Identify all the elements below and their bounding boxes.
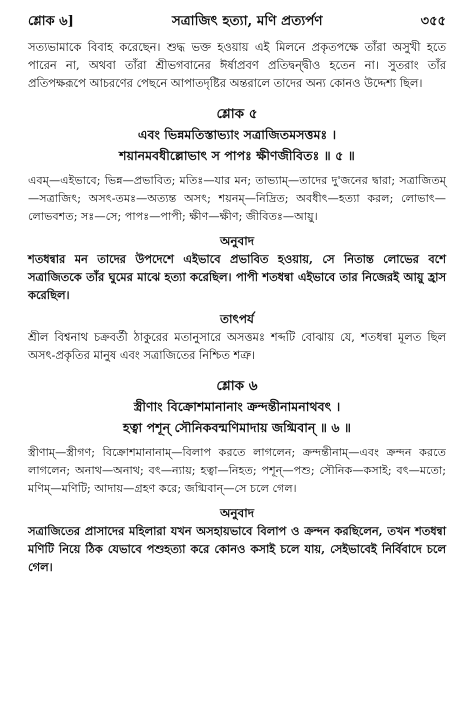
running-header [28,10,446,38]
verse-5-line-1: এবং ভিন্নমতিস্তাভ্যাং সত্রাজিতমসত্তমঃ । [137,127,337,142]
page-number: ৩৫৫ [420,14,446,29]
verse-5-title: শ্লোক ৫ [216,106,258,122]
verse-5-word-meanings: এবম্—এইভাবে; ভিন্ন—প্রভাবিত; মতিঃ—যার মন; তাভ্যাম্—তাদের দু'জনের দ্বারা; সত্রাজিতম্—সত্রাজিৎ; অসৎ-তমঃ—অত্যন্ত অসৎ; শয়নম্—নিদ্রিত; অবধীৎ—হত্যা করল; লোভাৎ—লোভবশত; সঃ—সে; পাপঃ—পাপী; ক্ষীণ—ক্ষীণ; জীবিতঃ—আয়ু। [28,174,446,223]
verse-6-word-meanings: স্ত্রীণাম্—স্ত্রীগণ; বিক্রোশমানানাম্—বিলাপ করতে লাগলেন; ক্রন্দন্তীনাম্—এবং ক্রন্দন করতে লাগলেন; অনাথ—অনাথ; বৎ—ন্যায়; হত্বা—নিহত; পশূন্—পশু; সৌনিক—কসাই; বৎ—মতো; মণিম্—মণিটি; আদায়—গ্রহণ করে; জগ্মিবান্—সে চলে গেল। [28,446,446,495]
verse-6-line-2: হত্বা পশূন্ সৌনিকবন্মণিমাদায় জগ্মিবান্ ॥ ৬ ॥ [122,420,352,435]
header-verse-ref: শ্লোক ৬] [28,14,74,29]
verse-6-title: শ্লোক ৬ [216,378,258,394]
verse-6-translation: সত্রাজিতের প্রাসাদের মহিলারা যখন অসহায়ভাবে বিলাপ ও ক্রন্দন করছিলেন, তখন শতধন্বা মণিটি নিয়ে ঠিক যেভাবে পশুহত্যা করে কোনও কসাই চলে যায়, সেইভাবেই নির্বিবাদে চলে গেল। [28,524,446,574]
header-chapter-title: সত্রাজিৎ হত্যা, মণি প্রত্যর্পণ [171,13,323,29]
verse-5-line-2: শয়ানমবধীল্লোভাৎ স পাপঃ ক্ষীণজীবিতঃ ॥ ৫ ॥ [119,148,355,163]
verse-5-translation-heading: অনুবাদ [219,234,255,248]
page [28,10,446,576]
verse-5-translation: শতধন্বার মন তাদের উপদেশে এইভাবে প্রভাবিত হওয়ায়, সে নিতান্ত লোভের বশে সত্রাজিতকে তাঁর ঘুমের মাঝে হত্যা করেছিল। পাপী শতধন্বা এইভাবে তার নিজেরই আয়ু হ্রাস করেছিল। [28,252,446,302]
intro-paragraph: সত্যভামাকে বিবাহ করেছেন। শুদ্ধ ভক্ত হওয়ায় এই মিলনে প্রকৃতপক্ষে তাঁরা অসুখী হতে পারেন না, অথবা তাঁরা শ্রীভগবানের ঈর্ষাপ্রবণ প্রতিদ্বন্দ্বীও হতেন না। সুতরাং তাঁর প্রতিপক্ষরূপে আচরণের পেছনে আপাতদৃষ্টির অন্তরালে তাদের অন্য কোনও উদ্দেশ্য ছিল। [28,40,446,90]
verse-5-purport-heading: তাৎপর্য [220,312,254,326]
verse-6-translation-heading: অনুবাদ [219,506,255,520]
verse-5-purport: শ্রীল বিশ্বনাথ চক্রবর্তী ঠাকুরের মতানুসারে অসত্তমঃ শব্দটি বোঝায় যে, শতধন্বা মূলত ছিল অসৎ-প্রকৃতির মানুষ এবং সত্রাজিতের নিশ্চিত শত্রু। [28,330,446,362]
verse-6-line-1: স্ত্রীণাং বিক্রোশমানানাং ক্রন্দন্তীনামনাথবৎ । [133,399,341,414]
